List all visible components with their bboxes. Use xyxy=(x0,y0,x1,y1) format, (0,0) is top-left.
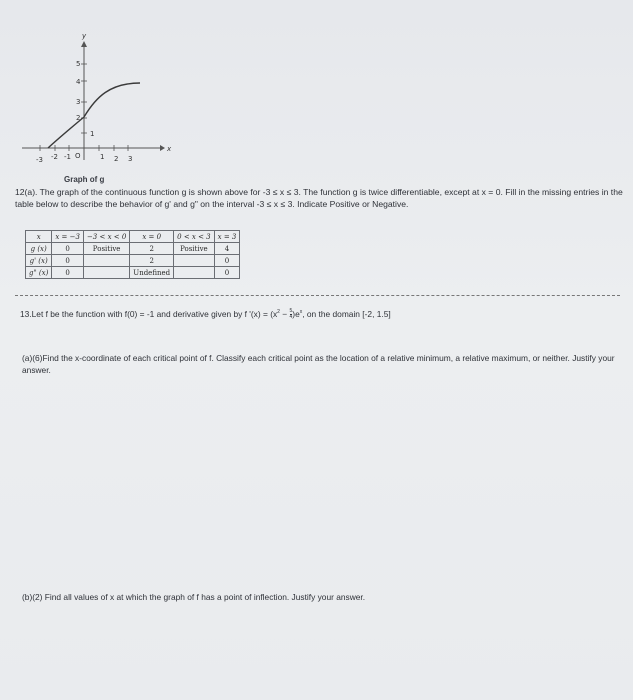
y-tick-label: 4 xyxy=(76,78,81,86)
table-cell: 4 xyxy=(214,243,240,255)
x-tick-label: -1 xyxy=(64,153,71,161)
q13-minus: − xyxy=(279,309,290,319)
table-row xyxy=(26,267,240,279)
table-cell xyxy=(174,267,215,279)
table-cell: 2 xyxy=(130,243,174,255)
table-header-row xyxy=(26,231,240,243)
x-axis-arrow xyxy=(160,145,165,151)
table-header-cell: x = 0 xyxy=(130,231,174,243)
y-axis-arrow xyxy=(81,41,87,47)
table-row xyxy=(26,243,240,255)
y-axis-label: y xyxy=(82,32,87,40)
question-13-part-b: (b)(2) Find all values of x at which the graph of f has a point of inflection. Justify your answer. xyxy=(22,592,366,602)
y-tick-label: 2 xyxy=(76,114,81,122)
question-12-text: 12(a). The graph of the continuous function g is shown above for -3 ≤ x ≤ 3. The function g is twice differentiable, except at x = 0. Fill in the missing entries in the table below to describe the behavior of g' and g" on the interval -3 ≤ x ≤ 3. Indicate Positive or Negative. xyxy=(15,187,623,209)
section-divider xyxy=(15,295,620,296)
table-cell: 0 xyxy=(52,243,84,255)
table-header-cell: 0 < x < 3 xyxy=(174,231,215,243)
question-13-part-a: (a)(6)Find the x-coordinate of each critical point of f. Classify each critical point as the location of a relative minimum, a relative maximum, or neither. Justify your answer. xyxy=(22,353,615,375)
table-cell: 0 xyxy=(214,255,240,267)
x-axis-label: x xyxy=(167,145,172,153)
q13-e: )e xyxy=(292,309,300,319)
table-cell: 0 xyxy=(214,267,240,279)
table-cell: Undefined xyxy=(130,267,174,279)
table-row-label: g' (x) xyxy=(26,255,52,267)
table-cell: Positive xyxy=(83,243,129,255)
table-header-cell: −3 < x < 0 xyxy=(83,231,129,243)
table-row-label: g (x) xyxy=(26,243,52,255)
behavior-table xyxy=(25,230,240,279)
x-tick-label: 1 xyxy=(100,153,105,161)
table-header-cell: x = −3 xyxy=(52,231,84,243)
x-tick-label: O xyxy=(75,152,81,160)
y-tick-label: 5 xyxy=(76,60,81,68)
q13-exponent-x: x xyxy=(299,309,303,316)
x-tick-label: 2 xyxy=(114,155,119,163)
y-tick-label: 3 xyxy=(76,98,81,106)
table-header-cell: x = 3 xyxy=(214,231,240,243)
q13-exponent: 2 xyxy=(277,309,280,316)
table-header-cell: x xyxy=(26,231,52,243)
table-cell xyxy=(83,255,129,267)
q13-intro-suffix: , on the domain [-2, 1.5] xyxy=(302,309,391,319)
x-tick-label: 3 xyxy=(128,155,133,163)
x-tick-label: -2 xyxy=(51,153,58,161)
table-row-label: g" (x) xyxy=(26,267,52,279)
g-curve xyxy=(48,83,140,148)
table-cell: Positive xyxy=(174,243,215,255)
graph-caption: Graph of g xyxy=(64,175,105,184)
table-row xyxy=(26,255,240,267)
q13-fraction: $\frac{5}{4}$ xyxy=(289,308,293,321)
table-cell: 0 xyxy=(52,255,84,267)
table-cell: 0 xyxy=(52,267,84,279)
table-cell xyxy=(83,267,129,279)
question-13-intro xyxy=(20,309,620,320)
x-tick-label: -3 xyxy=(36,156,43,164)
table-cell xyxy=(174,255,215,267)
q13-intro-prefix: 13.Let f be the function with f(0) = -1 and derivative given by f '(x) = (x xyxy=(20,309,278,319)
table-cell: 2 xyxy=(130,255,174,267)
graph-of-g xyxy=(20,25,180,185)
y-tick-label: 1 xyxy=(90,130,95,138)
